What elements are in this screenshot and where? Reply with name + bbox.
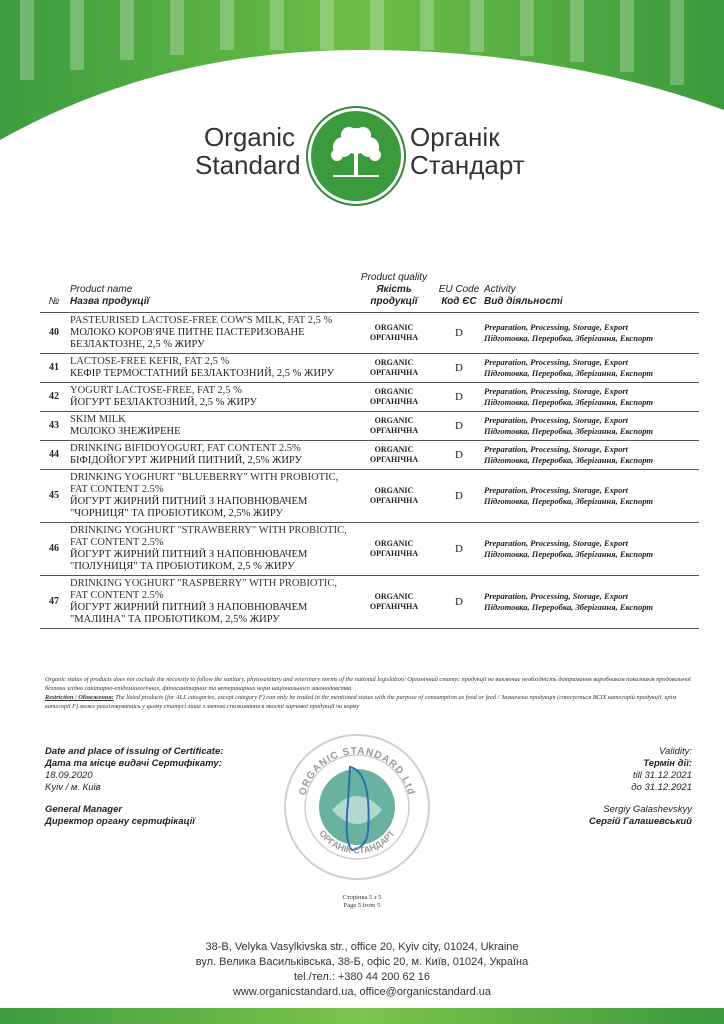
- quality-en: ORGANIC: [374, 323, 414, 332]
- quality-ua: ОРГАНІЧНА: [369, 397, 419, 406]
- quality-en: ORGANIC: [374, 592, 414, 601]
- footer-address-en: 38-B, Velyka Vasylkivska str., office 20, Kyiv city, 01024, Ukraine: [205, 941, 519, 953]
- table-row: [40, 441, 699, 470]
- activity-en: Preparation, Processing, Storage, Export: [484, 386, 629, 396]
- table-row: [40, 470, 699, 523]
- product-name-en: DRINKING YOGHURT "BLUEBERRY" WITH PROBIOTIC, FAT CONTENT 2.5%: [70, 472, 339, 495]
- header-quality: Product quality Якість продукції: [352, 270, 436, 313]
- brand-ua-line2: Стандарт: [410, 150, 525, 180]
- activity-ua: Підготовка, Переробка, Зберігання, Експорт: [484, 602, 654, 612]
- signer-en: Sergiy Galashevskyy: [603, 804, 692, 815]
- product-name: [68, 523, 352, 576]
- quality-en: ORGANIC: [374, 387, 414, 396]
- activity-en: Preparation, Processing, Storage, Export: [484, 485, 629, 495]
- table-row: [40, 523, 699, 576]
- product-name-ua: МОЛОКО КОРОВ'ЯЧЕ ПИТНЕ ПАСТЕРИЗОВАНЕ БЕЗЛАКТОЗНЕ, 2,5 % ЖИРУ: [70, 327, 305, 350]
- product-name: [68, 576, 352, 629]
- quality-en: ORGANIC: [374, 358, 414, 367]
- page-number: [300, 894, 424, 910]
- product-quality: [352, 470, 436, 523]
- note-line2: Restriction / Обмеження: The listed products (for ALL categories, except category F) can only be traded in the mentioned status with the purpose of consumption as food or feed / Зазначена продукція (стосується ВСІХ категорій продукції, крім категорії F) може реалізовуватись у цьому статусі лише з метою споживання в якості харчової продукції чи корму: [45, 694, 677, 710]
- activity-en: Preparation, Processing, Storage, Export: [484, 415, 629, 425]
- row-num: 42: [40, 383, 68, 412]
- row-num: 40: [40, 313, 68, 354]
- validity-label-en: Validity:: [659, 746, 692, 757]
- product-name-en: YOGURT LACTOSE-FREE, FAT 2,5 %: [70, 385, 242, 396]
- table-header-row: [40, 270, 699, 313]
- product-quality: [352, 412, 436, 441]
- product-name: [68, 441, 352, 470]
- eu-code: D: [436, 313, 482, 354]
- issue-block: [45, 746, 223, 828]
- product-quality: [352, 441, 436, 470]
- footer-web[interactable]: www.organicstandard.ua, office@organicstandard.ua: [232, 986, 491, 998]
- signer-ua: Сергій Галашевський: [589, 816, 692, 827]
- product-name-ua: БІФІДОЙОГУРТ ЖИРНИЙ ПИТНИЙ, 2,5% ЖИРУ: [70, 455, 303, 466]
- product-name-en: DRINKING YOGHURT "STRAWBERRY" WITH PROBIOTIC, FAT CONTENT 2.5%: [70, 525, 347, 548]
- eu-code: D: [436, 441, 482, 470]
- certification-stamp: [282, 732, 432, 882]
- eu-code: D: [436, 523, 482, 576]
- quality-ua: ОРГАНІЧНА: [369, 496, 419, 505]
- quality-en: ORGANIC: [374, 486, 414, 495]
- restriction-label: Restriction / Обмеження:: [45, 694, 114, 701]
- quality-ua: ОРГАНІЧНА: [369, 549, 419, 558]
- product-name: [68, 354, 352, 383]
- stamp-inner-text: ОРГАНІК СТАНДАРТ: [317, 828, 397, 856]
- legal-note: [45, 675, 695, 711]
- product-name: [68, 313, 352, 354]
- table-row: [40, 354, 699, 383]
- table-row: [40, 383, 699, 412]
- activity-en: Preparation, Processing, Storage, Export: [484, 322, 629, 332]
- activity-en: Preparation, Processing, Storage, Export: [484, 591, 629, 601]
- eu-code: D: [436, 383, 482, 412]
- note-line1: Organic status of products does not exclude the necessity to follow the sanitary, phytosanitary and veterinary norms of the national legislation/ Органічний статус продукції не виключає необхідність дотримання виробником показників продовольчої безпеки згідно санітарно-епідеміологічних, фітосанітарних та ветеринарних норм національного законодавства: [45, 676, 691, 692]
- activity-ua: Підготовка, Переробка, Зберігання, Експорт: [484, 426, 654, 436]
- product-name-en: SKIM MILK: [70, 414, 126, 425]
- table-row: [40, 313, 699, 354]
- brand-name-en: [195, 123, 301, 179]
- activity: [482, 383, 699, 412]
- issue-label-en: Date and place of issuing of Certificate:: [45, 746, 224, 757]
- quality-ua: ОРГАНІЧНА: [369, 426, 419, 435]
- activity: [482, 576, 699, 629]
- product-name-ua: ЙОГУРТ ЖИРНИЙ ПИТНИЙ З НАПОВНЮВАЧЕМ "ПОЛУНИЦЯ" ТА ПРОБІОТИКОМ, 2,5 % ЖИРУ: [70, 549, 308, 572]
- activity: [482, 441, 699, 470]
- validity-till-en: till 31.12.2021: [632, 770, 692, 781]
- row-num: 46: [40, 523, 68, 576]
- activity-ua: Підготовка, Переробка, Зберігання, Експорт: [484, 496, 654, 506]
- validity-block: [589, 746, 692, 828]
- activity-en: Preparation, Processing, Storage, Export: [484, 538, 629, 548]
- row-num: 43: [40, 412, 68, 441]
- header-product: Product name Назва продукції: [68, 270, 352, 313]
- header-code: EU Code Код ЄС: [436, 270, 482, 313]
- footer: [0, 940, 724, 1000]
- products-table: [40, 270, 699, 629]
- product-quality: [352, 383, 436, 412]
- header-activity: Activity Вид діяльності: [482, 270, 699, 313]
- product-quality: [352, 354, 436, 383]
- logo: [308, 108, 404, 204]
- quality-en: ORGANIC: [374, 539, 414, 548]
- row-num: 41: [40, 354, 68, 383]
- quality-en: ORGANIC: [374, 445, 414, 454]
- brand-en-line1: Organic: [203, 122, 295, 152]
- footer-address-ua: вул. Велика Васильківська, 38-Б, офіс 20, м. Київ, 01024, Україна: [195, 956, 529, 968]
- bottom-band: [0, 1008, 724, 1024]
- brand-en-line2: Standard: [195, 150, 301, 180]
- row-num: 45: [40, 470, 68, 523]
- issue-place: Kyiv / м. Київ: [45, 782, 101, 793]
- product-quality: [352, 576, 436, 629]
- product-name: [68, 412, 352, 441]
- eu-code: D: [436, 470, 482, 523]
- activity-ua: Підготовка, Переробка, Зберігання, Експорт: [484, 333, 654, 343]
- eu-code: D: [436, 576, 482, 629]
- activity-en: Preparation, Processing, Storage, Export: [484, 444, 629, 454]
- activity: [482, 523, 699, 576]
- quality-ua: ОРГАНІЧНА: [369, 368, 419, 377]
- product-name-ua: МОЛОКО ЗНЕЖИРЕНЕ: [70, 426, 181, 437]
- quality-ua: ОРГАНІЧНА: [369, 602, 419, 611]
- tree-icon: [311, 111, 401, 201]
- product-name: [68, 383, 352, 412]
- product-name-ua: ЙОГУРТ ЖИРНИЙ ПИТНИЙ З НАПОВНЮВАЧЕМ "МАЛИНА" ТА ПРОБІОТИКОМ, 2,5% ЖИРУ: [70, 602, 308, 625]
- activity: [482, 313, 699, 354]
- row-num: 47: [40, 576, 68, 629]
- product-name-en: PASTEURISED LACTOSE-FREE COW'S MILK, FAT 2,5 %: [70, 315, 333, 326]
- eu-code: D: [436, 412, 482, 441]
- product-name-en: DRINKING YOGHURT "RASPBERRY" WITH PROBIOTIC, FAT CONTENT 2.5%: [70, 578, 338, 601]
- activity-ua: Підготовка, Переробка, Зберігання, Експорт: [484, 368, 654, 378]
- validity-label-ua: Термін дії:: [643, 758, 692, 769]
- product-name-ua: ЙОГУРТ БЕЗЛАКТОЗНИЙ, 2,5 % ЖИРУ: [70, 397, 257, 408]
- manager-en: General Manager: [45, 804, 123, 815]
- stamp-outer-text: ORGANIC STANDARD Ltd: [297, 745, 417, 797]
- activity: [482, 470, 699, 523]
- activity-ua: Підготовка, Переробка, Зберігання, Експорт: [484, 397, 654, 407]
- page-number-en: Page 5 from 5: [343, 902, 381, 909]
- activity-ua: Підготовка, Переробка, Зберігання, Експорт: [484, 549, 654, 559]
- table-row: [40, 576, 699, 629]
- footer-phone: tel./тел.: +380 44 200 62 16: [293, 971, 431, 983]
- page-number-ua: Сторінка 5 з 5: [342, 894, 382, 901]
- quality-ua: ОРГАНІЧНА: [369, 333, 419, 342]
- activity: [482, 354, 699, 383]
- product-name-ua: КЕФІР ТЕРМОСТАТНИЙ БЕЗЛАКТОЗНИЙ, 2,5 % ЖИРУ: [70, 368, 335, 379]
- quality-ua: ОРГАНІЧНА: [369, 455, 419, 464]
- activity: [482, 412, 699, 441]
- table-row: [40, 412, 699, 441]
- activity-ua: Підготовка, Переробка, Зберігання, Експорт: [484, 455, 654, 465]
- product-quality: [352, 313, 436, 354]
- issue-label-ua: Дата та місце видачі Сертифікату:: [45, 758, 222, 769]
- header-num: №: [40, 270, 68, 313]
- product-name-ua: ЙОГУРТ ЖИРНИЙ ПИТНИЙ З НАПОВНЮВАЧЕМ "ЧОРНИЦЯ" ТА ПРОБІОТИКОМ, 2,5% ЖИРУ: [70, 496, 308, 519]
- manager-ua: Директор органу сертифікації: [45, 816, 195, 827]
- brand-name-ua: [410, 123, 525, 179]
- product-name: [68, 470, 352, 523]
- quality-en: ORGANIC: [374, 416, 414, 425]
- validity-till-ua: до 31.12.2021: [631, 782, 692, 793]
- issue-date: 18.09.2020: [45, 770, 93, 781]
- row-num: 44: [40, 441, 68, 470]
- product-quality: [352, 523, 436, 576]
- activity-en: Preparation, Processing, Storage, Export: [484, 357, 629, 367]
- product-name-en: LACTOSE-FREE KEFIR, FAT 2,5 %: [70, 356, 230, 367]
- eu-code: D: [436, 354, 482, 383]
- brand-ua-line1: Органік: [410, 122, 500, 152]
- product-name-en: DRINKING BIFIDOYOGURT, FAT CONTENT 2.5%: [70, 443, 301, 454]
